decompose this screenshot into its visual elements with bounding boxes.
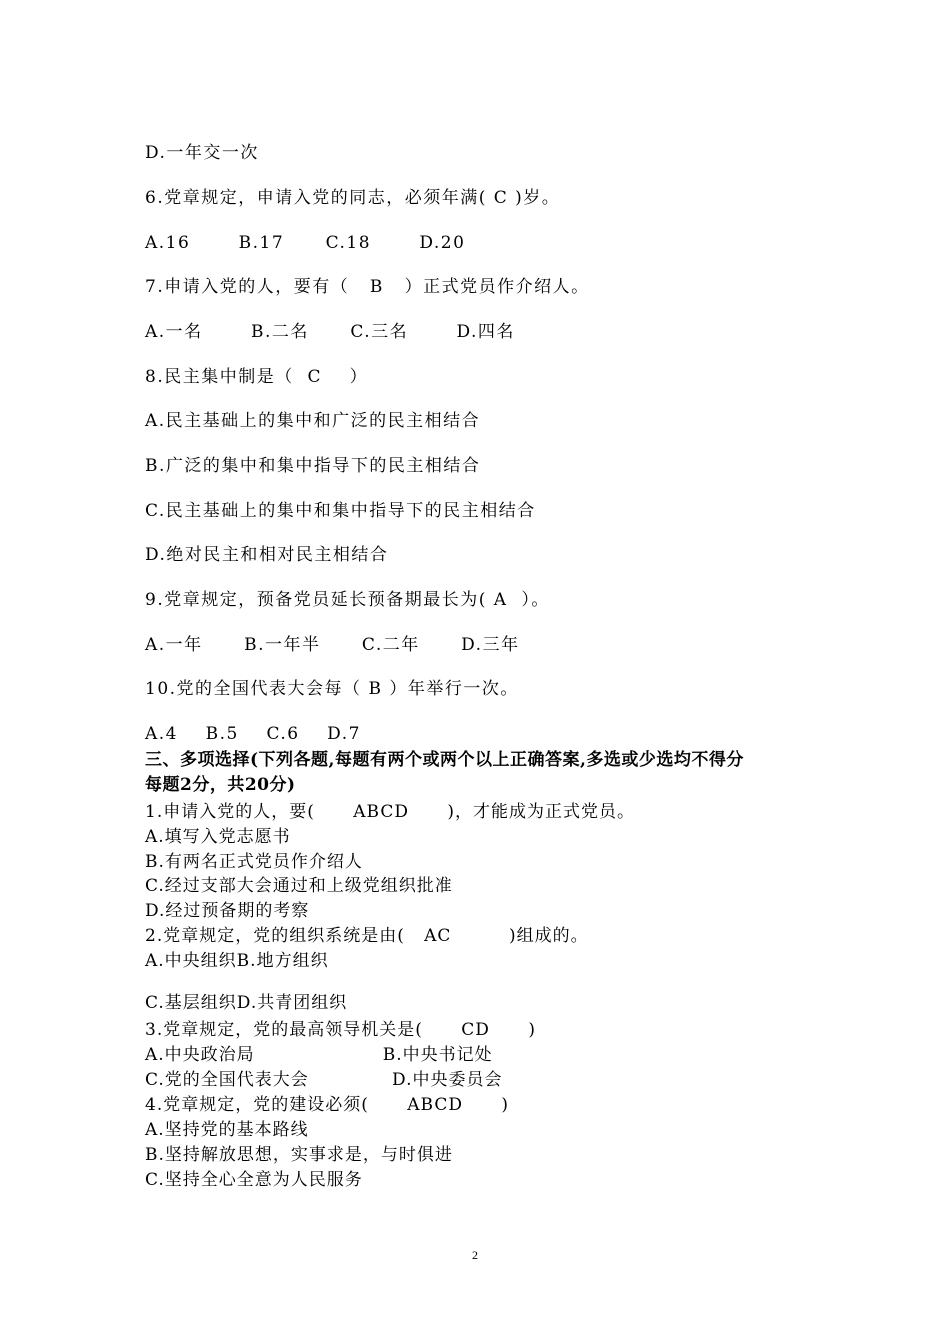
question-line: 3.党章规定，党的最高领导机关是( CD ) xyxy=(145,1020,536,1040)
section-heading: 三、多项选择(下列各题,每题有两个或两个以上正确答案,多选或少选均不得分 xyxy=(145,750,744,770)
answer-option-line: C.经过支部大会通过和上级党组织批准 xyxy=(145,876,453,896)
answer-option-line: A.中央组织B.地方组织 xyxy=(145,951,329,971)
answer-option-line: B.广泛的集中和集中指导下的民主相结合 xyxy=(145,456,481,476)
question-line: 10.党的全国代表大会每（ B ）年举行一次。 xyxy=(145,679,519,699)
answer-option-line: B.有两名正式党员作介绍人 xyxy=(145,852,363,872)
answer-option-line: B.坚持解放思想，实事求是，与时俱进 xyxy=(145,1145,453,1165)
answer-option-line: A.坚持党的基本路线 xyxy=(145,1120,309,1140)
section-heading: 每题2分，共20分) xyxy=(145,775,296,795)
answer-option-line: A.一年 B.一年半 C.二年 D.三年 xyxy=(145,635,520,655)
answer-option-line: D.经过预备期的考察 xyxy=(145,901,310,921)
question-line: 8.民主集中制是（ C ） xyxy=(145,367,369,387)
answer-option-line: C.民主基础上的集中和集中指导下的民主相结合 xyxy=(145,501,536,521)
answer-option-line: A.民主基础上的集中和广泛的民主相结合 xyxy=(145,411,481,431)
answer-option-line: D.绝对民主和相对民主相结合 xyxy=(145,545,389,565)
answer-option-line: A.4 B.5 C.6 D.7 xyxy=(145,724,361,744)
answer-option-line: D.一年交一次 xyxy=(145,143,259,163)
answer-option-line: C.基层组织D.共青团组织 xyxy=(145,993,348,1013)
question-line: 7.申请入党的人，要有（ B ）正式党员作介绍人。 xyxy=(145,277,590,297)
question-line: 4.党章规定，党的建设必须( ABCD ) xyxy=(145,1095,510,1115)
answer-option-line: C.坚持全心全意为人民服务 xyxy=(145,1170,363,1190)
answer-option-line: A.中央政治局 B.中央书记处 xyxy=(145,1045,493,1065)
answer-option-line: A.填写入党志愿书 xyxy=(145,827,291,847)
question-line: 9.党章规定，预备党员延长预备期最长为( A ）。 xyxy=(145,590,550,610)
answer-option-line: A.一名 B.二名 C.三名 D.四名 xyxy=(145,322,515,342)
question-line: 6.党章规定，申请入党的同志，必须年满( C )岁。 xyxy=(145,188,561,208)
page-number: 2 xyxy=(472,1248,478,1262)
question-line: 1.申请入党的人，要( ABCD )，才能成为正式党员。 xyxy=(145,802,636,822)
answer-option-line: A.16 B.17 C.18 D.20 xyxy=(145,233,466,253)
answer-option-line: C.党的全国代表大会 D.中央委员会 xyxy=(145,1070,503,1090)
question-line: 2.党章规定，党的组织系统是由( AC )组成的。 xyxy=(145,926,589,946)
